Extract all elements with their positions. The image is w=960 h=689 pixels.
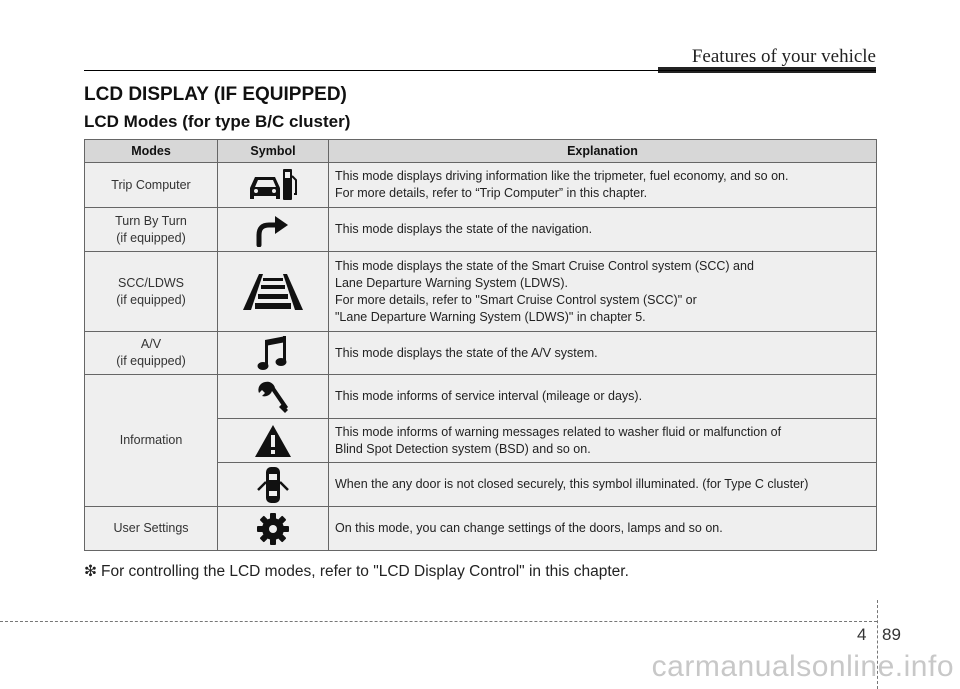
music-note-icon (256, 334, 290, 372)
page-subtitle: LCD Modes (for type B/C cluster) (84, 112, 351, 131)
lane-icon (241, 272, 305, 312)
symbol-cell (218, 332, 329, 375)
explanation-cell (329, 375, 877, 419)
mode-label: SCC/LDWS (118, 275, 184, 290)
mode-label: Information (119, 433, 183, 447)
note-mark: ❇ (84, 563, 97, 580)
table-row (85, 208, 877, 252)
section-header-title: Features of your vehicle (691, 46, 876, 67)
explanation-cell (329, 208, 877, 252)
explanation-line: For more details, refer to "Smart Cruise Control system (SCC)" or (335, 292, 697, 307)
fuel-car-icon (248, 166, 298, 204)
mode-label: Turn By Turn (115, 213, 187, 228)
warning-icon (254, 424, 292, 458)
table-header-row (85, 140, 877, 163)
explanation-line: For more details, refer to “Trip Computer” in this chapter. (335, 186, 648, 200)
explanation-line: This mode displays the state of the Smart Cruise Control system (SCC) and (335, 258, 754, 273)
car-door-icon (253, 465, 293, 505)
explanation-line: Lane Departure Warning System (LDWS). (335, 275, 568, 290)
explanation-line: When the any door is not closed securely, this symbol illuminated. (for Type C cluster) (335, 477, 809, 491)
mode-label: Trip Computer (111, 177, 191, 192)
explanation-line: This mode informs of service interval (mileage or days). (335, 389, 643, 403)
mode-sublabel: (if equipped) (116, 354, 186, 368)
note-text: For controlling the LCD modes, refer to "LCD Display Control" in this chapter. (101, 563, 629, 580)
explanation-line: This mode displays driving information like the tripmeter, fuel economy, and so on. (335, 169, 789, 183)
explanation-cell (329, 463, 877, 507)
explanation-cell (329, 332, 877, 375)
explanation-line: This mode displays the state of the A/V system. (335, 345, 598, 360)
lcd-modes-table (84, 139, 877, 551)
gear-icon (255, 511, 291, 547)
table-row (85, 375, 877, 419)
table-row (85, 332, 877, 375)
explanation-cell (329, 507, 877, 551)
header-rule (84, 70, 876, 71)
mode-cell (85, 163, 218, 208)
page-number: 89 (882, 625, 901, 644)
mode-sublabel: (if equipped) (116, 230, 186, 245)
mode-cell (85, 375, 218, 507)
wrench-icon (255, 379, 291, 415)
watermark: carmanualsonline.info (651, 650, 954, 683)
symbol-cell (218, 208, 329, 252)
col-header-symbol: Symbol (218, 140, 329, 163)
chapter-number: 4 (857, 625, 867, 644)
mode-label: User Settings (113, 521, 189, 535)
symbol-cell (218, 163, 329, 208)
explanation-line: This mode informs of warning messages related to washer fluid or malfunction of (335, 424, 782, 439)
mode-cell (85, 252, 218, 332)
table-row (85, 252, 877, 332)
explanation-line: Blind Spot Detection system (BSD) and so on. (335, 441, 591, 456)
explanation-line: This mode displays the state of the navigation. (335, 222, 593, 236)
mode-cell (85, 332, 218, 375)
mode-label: A/V (140, 337, 162, 351)
footnote (84, 562, 629, 581)
explanation-line: "Lane Departure Warning System (LDWS)" in chapter 5. (335, 309, 646, 324)
col-header-modes: Modes (85, 140, 218, 163)
table-row (85, 507, 877, 551)
mode-cell (85, 507, 218, 551)
mode-cell (85, 208, 218, 252)
table-row (85, 163, 877, 208)
symbol-cell (218, 463, 329, 507)
explanation-cell (329, 419, 877, 463)
footer-rule (0, 621, 877, 622)
symbol-cell (218, 252, 329, 332)
symbol-cell (218, 419, 329, 463)
symbol-cell (218, 375, 329, 419)
explanation-cell (329, 163, 877, 208)
mode-sublabel: (if equipped) (116, 292, 186, 307)
symbol-cell (218, 507, 329, 551)
turn-arrow-icon (253, 213, 293, 247)
explanation-cell (329, 252, 877, 332)
col-header-explanation: Explanation (329, 140, 877, 163)
page-title: LCD DISPLAY (IF EQUIPPED) (84, 84, 347, 105)
explanation-line: On this mode, you can change settings of the doors, lamps and so on. (335, 521, 723, 535)
